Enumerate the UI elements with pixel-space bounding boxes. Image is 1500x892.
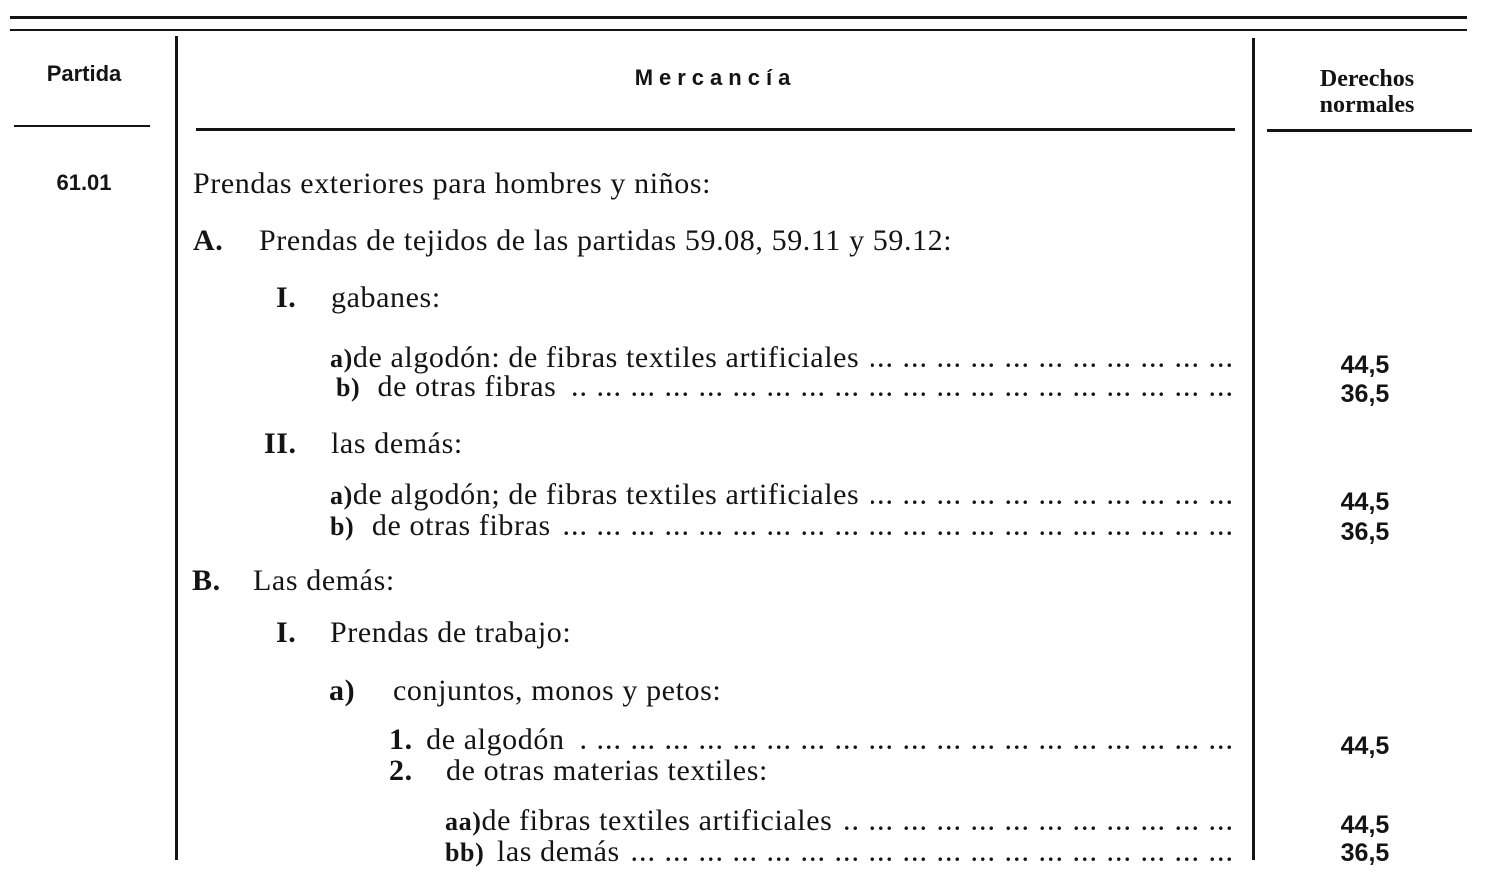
duty-value: 36,5 [1340,518,1390,546]
duty-value: 44,5 [1340,351,1390,379]
line-marker: I. [276,281,297,314]
line-marker: I. [276,616,297,649]
line-item-dotted [389,724,1235,758]
line-marker: A. [193,224,224,257]
line-text: de otras materias textiles: [446,754,768,787]
duty-value: 44,5 [1340,732,1390,760]
line-text: de algodón: de fibras textiles artificiales [352,341,860,374]
top-double-rule-upper [10,16,1467,19]
line-prendas-exteriores [193,168,711,200]
dot-leader [563,512,1235,544]
duty-value: 36,5 [1340,839,1390,867]
dot-leader [844,807,1235,839]
line-marker: a) [329,674,356,707]
line-text: Las demás: [253,564,395,597]
line-item-dotted [330,510,1235,544]
line-section-a [193,225,952,257]
column-header-derechos [1267,66,1467,118]
line-marker: a) [330,344,353,373]
line-item-dotted [336,371,1235,405]
duty-value: 44,5 [1340,811,1390,839]
dot-leader [632,838,1235,870]
dot-leader [568,373,1235,405]
duty-value: 36,5 [1340,380,1390,408]
line-text: Prendas de trabajo: [330,616,572,649]
header-underline-partida [14,125,150,127]
line-text: las demás: [331,427,463,460]
line-text: de otras fibras [377,370,557,403]
line-prendas-trabajo [276,617,571,649]
line-text: gabanes: [331,281,441,314]
line-marker: b) [330,512,355,541]
line-marker: B. [192,564,221,597]
column-header-derechos-line2: normales [1319,92,1415,118]
line-marker: 1. [389,723,413,756]
column-divider-left [175,36,178,860]
line-item-dotted [445,836,1235,870]
line-marker: bb) [445,838,485,867]
top-double-rule-lower [10,29,1467,31]
line-gabanes [276,282,441,314]
line-text: Prendas exteriores para hombres y niños: [193,167,712,200]
column-header-mercancia: Mercancía [634,65,797,90]
line-text: las demás [496,835,620,868]
header-underline-derechos [1267,129,1472,132]
line-text: conjuntos, monos y petos: [393,674,722,707]
line-marker: II. [264,427,297,460]
line-conjuntos [329,675,721,707]
header-underline-mercancia [196,128,1235,131]
dot-leader [871,481,1235,513]
line-marker: b) [336,373,361,402]
line-text: Prendas de tejidos de las partidas 59.08, 59.11 y 59.12: [259,224,953,257]
column-header-derechos-line1: Derechos [1319,66,1415,92]
line-las-demas [264,428,463,460]
line-text: de otras fibras [371,509,551,542]
line-text: de fibras textiles artificiales [481,804,833,837]
line-section-b [192,565,395,597]
line-otras-materias [389,755,768,787]
line-marker: a) [330,481,353,510]
line-text: de algodón [426,723,565,756]
line-text: de algodón; de fibras textiles artificiales [352,478,860,511]
column-header-partida: Partida [46,61,122,86]
line-item-dotted [330,479,1235,513]
column-divider-right [1252,38,1255,860]
line-item-dotted [445,805,1235,839]
duty-value: 44,5 [1340,488,1390,516]
line-marker: 2. [389,754,413,787]
line-marker: aa) [445,807,482,836]
partida-code: 61.01 [56,170,112,195]
